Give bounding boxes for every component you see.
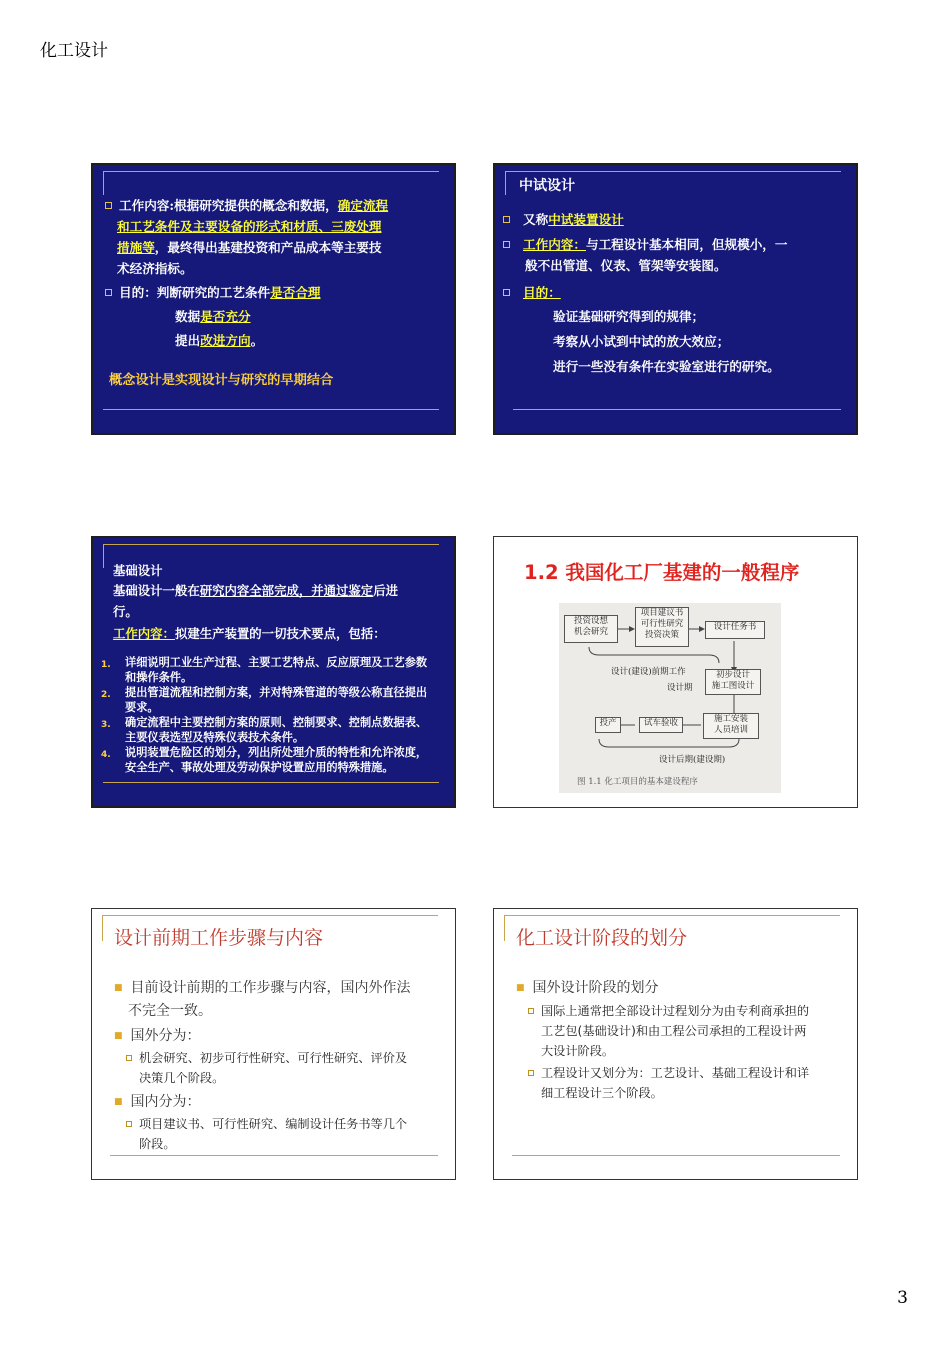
- text: 术经济指标。: [117, 261, 193, 276]
- bullet-item: [516, 977, 659, 1000]
- list-item: [101, 656, 436, 685]
- work-content-item: [503, 234, 855, 276]
- bullet-icon: [503, 216, 510, 223]
- sub-item: [528, 1063, 848, 1103]
- text: 工艺包(基础设计)和由工程公司承担的工程设计两: [541, 1024, 807, 1038]
- hollow-bullet-icon: [126, 1121, 132, 1127]
- highlight: 措施等: [117, 240, 155, 255]
- list-item: [101, 686, 436, 715]
- highlight: 和工艺条件及主要设备的形式和材质、三废处理: [117, 219, 382, 234]
- purpose-line: [175, 306, 251, 327]
- square-bullet-icon: ■: [114, 983, 123, 993]
- bottom-rule: [103, 782, 439, 783]
- bottom-rule: [513, 409, 841, 410]
- highlight: 中试装置设计: [548, 212, 624, 227]
- purpose-sub: 验证基础研究得到的规律；: [553, 309, 705, 324]
- page-header: 化工设计: [40, 41, 108, 61]
- bullet-item: [114, 977, 444, 1023]
- slide-design-stages: [493, 908, 858, 1180]
- item-text: 确定流程中主要控制方案的原则、控制要求、控制点数据表、主要仪表选型及特殊仪表技术条件。: [125, 716, 428, 744]
- top-rule: [102, 915, 438, 916]
- sub-item: [126, 1114, 446, 1154]
- item-text: 详细说明工业生产过程、主要工艺特点、反应原理及工艺参数和操作条件。: [125, 656, 428, 684]
- slide-title: 1.2 我国化工厂基建的一般程序: [524, 561, 800, 584]
- conclusion: 概念设计是实现设计与研究的早期结合: [109, 373, 334, 388]
- square-bullet-icon: ■: [114, 1097, 123, 1107]
- highlight: 是否合理: [270, 285, 321, 300]
- slide-title: 化工设计阶段的划分: [516, 927, 688, 949]
- text: 国外设计阶段的划分: [532, 980, 659, 996]
- text: 目的：判断研究的工艺条件: [119, 285, 271, 300]
- highlight: 工作内容：: [113, 626, 175, 641]
- slide-title: 设计前期工作步骤与内容: [114, 927, 324, 949]
- purpose-sub: 考察从小试到中试的放大效应；: [553, 334, 730, 349]
- corner-rule: [504, 915, 505, 941]
- highlight: 研究内容全部完成，并通过鉴定: [199, 583, 374, 598]
- list-item: [101, 716, 436, 745]
- hollow-bullet-icon: [528, 1070, 534, 1076]
- purpose-item: [105, 282, 445, 303]
- flow-box: 试车验收: [639, 717, 683, 733]
- text: 机会研究、初步可行性研究、可行性研究、评价及: [139, 1051, 408, 1065]
- bullet-icon: [503, 241, 510, 248]
- slide-basic-design: [91, 536, 456, 808]
- text: 后进: [373, 583, 398, 598]
- list-item: [101, 746, 436, 775]
- top-rule: [505, 171, 841, 172]
- flow-label: 设计(建设)前期工作: [611, 667, 686, 677]
- highlight: 确定流程: [337, 198, 389, 213]
- square-bullet-icon: ■: [114, 1031, 123, 1041]
- text: 数据: [175, 309, 201, 324]
- bullet-item: [114, 1025, 201, 1048]
- item-number: 3.: [101, 720, 111, 730]
- bullet-icon: [105, 289, 112, 296]
- slide-pre-design-steps: [91, 908, 456, 1180]
- highlight: 工作内容：: [523, 237, 586, 252]
- text: 大设计阶段。: [541, 1044, 615, 1058]
- corner-rule: [103, 544, 104, 568]
- text: 国际上通常把全部设计过程划分为由专利商承担的: [541, 1004, 810, 1018]
- top-rule: [103, 171, 439, 172]
- page-number: 3: [897, 1288, 908, 1308]
- slide-title: 中试设计: [519, 178, 575, 194]
- item-text: 说明装置危险区的划分，列出所处理介质的特性和允许浓度，安全生产、事故处理及劳动保护设置应用的特殊措施。: [125, 746, 428, 774]
- square-bullet-icon: ■: [516, 983, 525, 993]
- bullet-icon: [105, 202, 112, 209]
- flow-box: 设计任务书: [705, 621, 765, 639]
- slide-concept-design: [91, 163, 456, 435]
- hollow-bullet-icon: [126, 1055, 132, 1061]
- purpose-item: [503, 282, 561, 303]
- hollow-bullet-icon: [528, 1008, 534, 1014]
- highlight: 是否充分: [200, 309, 251, 324]
- text: 。: [250, 333, 264, 348]
- purpose-line: [175, 330, 263, 351]
- item-text: 提出管道流程和控制方案，并对特殊管道的等级公称直径提出要求。: [125, 686, 428, 714]
- bullet-item: [114, 1091, 201, 1114]
- highlight: 改进方向: [200, 333, 251, 348]
- item-number: 2.: [101, 690, 111, 700]
- slide-pilot-design: [493, 163, 858, 435]
- flow-box: 项目建议书 可行性研究 投资决策: [635, 607, 689, 647]
- flow-box: 投产: [595, 717, 621, 733]
- intro: [113, 580, 443, 622]
- alias-item: [503, 209, 853, 230]
- text: ，最终得出基建投资和产品成本等主要技: [154, 240, 382, 255]
- flow-box: 初步设计 施工图设计: [705, 669, 761, 695]
- sub-item: [126, 1048, 446, 1088]
- text: 工作内容:根据研究提供的概念和数据，: [119, 198, 338, 213]
- item-number: 1.: [101, 660, 111, 670]
- text: 基础设计一般在: [113, 583, 200, 598]
- text: 目前设计前期的工作步骤与内容，国内外作法: [130, 980, 411, 996]
- flowchart-image: [559, 603, 781, 793]
- top-rule: [504, 915, 840, 916]
- corner-rule: [103, 171, 104, 195]
- text: 细工程设计三个阶段。: [541, 1086, 663, 1100]
- bottom-rule: [110, 1155, 438, 1156]
- text: 又称: [523, 212, 549, 227]
- bottom-rule: [512, 1155, 840, 1156]
- purpose-sub: 进行一些没有条件在实验室进行的研究。: [553, 359, 780, 374]
- bottom-rule: [103, 409, 439, 410]
- text: 国外分为：: [130, 1028, 201, 1044]
- text: 阶段。: [139, 1137, 176, 1151]
- text: 与工程设计基本相同，但规模小，一: [585, 237, 788, 252]
- work-content: [113, 623, 386, 644]
- flow-box: 施工安装 人员培训: [703, 713, 759, 739]
- slide-construction-procedure: [493, 536, 858, 808]
- text: 行。: [113, 604, 138, 619]
- text: 般不出管道、仪表、管架等安装图。: [525, 258, 727, 273]
- top-rule: [103, 544, 439, 545]
- text: 决策几个阶段。: [139, 1071, 225, 1085]
- flow-box: 投资设想 机会研究: [564, 615, 618, 643]
- flow-label: 设计后期(建设期): [659, 755, 726, 765]
- text: 国内分为：: [130, 1094, 201, 1110]
- work-content-item: [105, 195, 445, 279]
- text: 提出: [175, 333, 201, 348]
- bullet-icon: [503, 289, 510, 296]
- flow-label: 设计期: [667, 683, 693, 693]
- text: 不完全一致。: [128, 1003, 212, 1019]
- slide-title: 基础设计: [113, 563, 163, 578]
- sub-item: [528, 1001, 848, 1061]
- text: 工程设计又划分为：工艺设计、基础工程设计和详: [541, 1066, 810, 1080]
- figure-caption: 图 1.1 化工项目的基本建设程序: [577, 777, 698, 787]
- highlight: 目的：: [523, 285, 561, 300]
- item-number: 4.: [101, 750, 111, 760]
- text: 拟建生产装置的一切技术要点，包括：: [174, 626, 386, 641]
- corner-rule: [505, 171, 506, 195]
- text: 项目建议书、可行性研究、编制设计任务书等几个: [139, 1117, 408, 1131]
- corner-rule: [102, 915, 103, 941]
